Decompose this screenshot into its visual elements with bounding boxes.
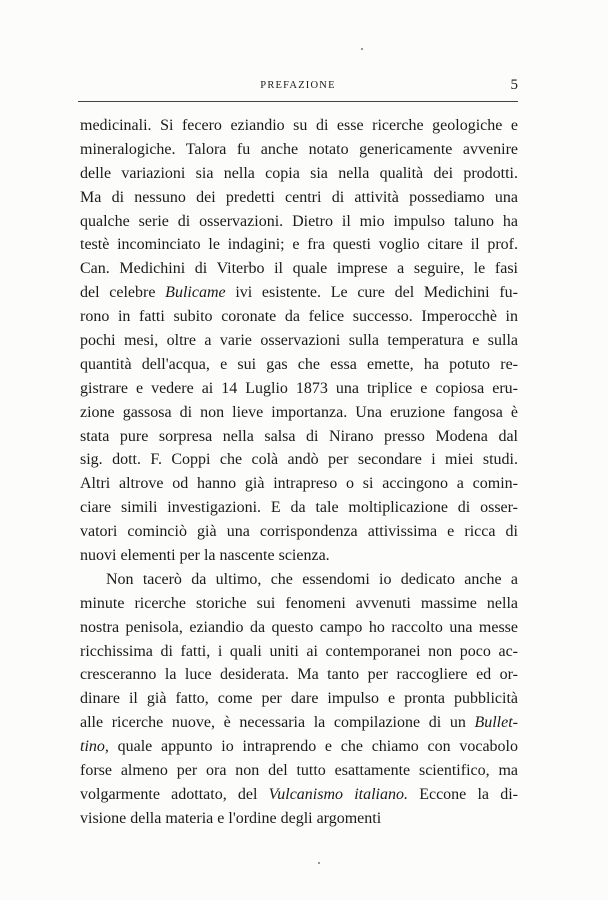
text-line: volgarmente adottato, del Vulcanismo italiano. Eccone la di- <box>80 785 518 803</box>
text-line: Non tacerò da ultimo, che essendomi io dedicato anche a <box>106 570 518 588</box>
text-line: cresceranno la luce desiderata. Ma tanto per raccogliere ed or- <box>80 666 518 684</box>
text-line: Ma di nessuno dei predetti centri di attività possediamo una <box>80 188 518 206</box>
text-line: pochi mesi, oltre a varie osservazioni sulla temperatura e sulla <box>80 332 518 350</box>
page-number: 5 <box>510 77 518 93</box>
text-line: forse almeno per ora non del tutto esattamente scientifico, ma <box>80 762 518 780</box>
scan-speck <box>318 862 320 864</box>
text-line: minute ricerche storiche sui fenomeni avvenuti massime nella <box>80 594 518 612</box>
text-line: Altri altrove od hanno già intrapreso o si accingono a comin- <box>80 475 518 493</box>
text-line: mineralogiche. Talora fu anche notato genericamente avvenire <box>80 140 518 158</box>
text-line: sig. dott. F. Coppi che colà andò per secondare i miei studi. <box>80 451 518 469</box>
text-line: visione della materia e l'ordine degli argomenti <box>80 809 382 827</box>
running-title: PREFAZIONE <box>260 80 336 91</box>
text-line: testè incominciato le indagini; e fra questi voglio citare il prof. <box>80 236 518 254</box>
text-line: nostra penisola, eziandio da questo campo ho raccolto una messe <box>80 618 518 636</box>
text-line: stata pure sorpresa nella salsa di Nirano presso Modena dal <box>80 427 518 445</box>
text-line: alle ricerche nuove, è necessaria la compilazione di un Bullet- <box>80 714 518 732</box>
header-rule <box>78 101 518 102</box>
text-line: ciare simili investigazioni. E da tale moltiplicazione di osser- <box>80 499 518 517</box>
text-line: delle variazioni sia nella copia sia nella qualità dei prodotti. <box>80 164 518 182</box>
text-line: del celebre Bulicame ivi esistente. Le cure del Medichini fu- <box>80 284 518 302</box>
scan-speck <box>361 48 363 50</box>
text-line: quantità dell'acqua, e sui gas che essa emette, ha potuto re- <box>80 355 518 373</box>
text-line: medicinali. Si fecero eziandio su di esse ricerche geologiche e <box>80 117 518 134</box>
text-line: dinare il già fatto, come per dare impulso e pronta pubblicità <box>80 690 518 708</box>
text-line: gistrare e vedere ai 14 Luglio 1873 una triplice e copiosa eru- <box>80 379 518 397</box>
text-line: nuovi elementi per la nascente scienza. <box>80 547 330 565</box>
text-line: vatori cominciò già una corrispondenza attivissima e ricca di <box>80 523 518 541</box>
page-header <box>78 77 518 98</box>
text-line: ricchissima di fatti, i quali uniti ai contemporanei non poco ac- <box>80 642 518 660</box>
body-text <box>80 114 518 831</box>
text-line: Can. Medichini di Viterbo il quale imprese a seguire, le fasi <box>80 260 518 278</box>
text-line: zione gassosa di non lieve importanza. Una eruzione fangosa è <box>80 403 518 421</box>
text-line: tino, quale appunto io intraprendo e che chiamo con vocabolo <box>80 738 518 756</box>
text-line: rono in fatti subito coronate da felice successo. Imperocchè in <box>80 308 518 326</box>
text-line: qualche serie di osservazioni. Dietro il mio impulso taluno ha <box>80 212 518 230</box>
